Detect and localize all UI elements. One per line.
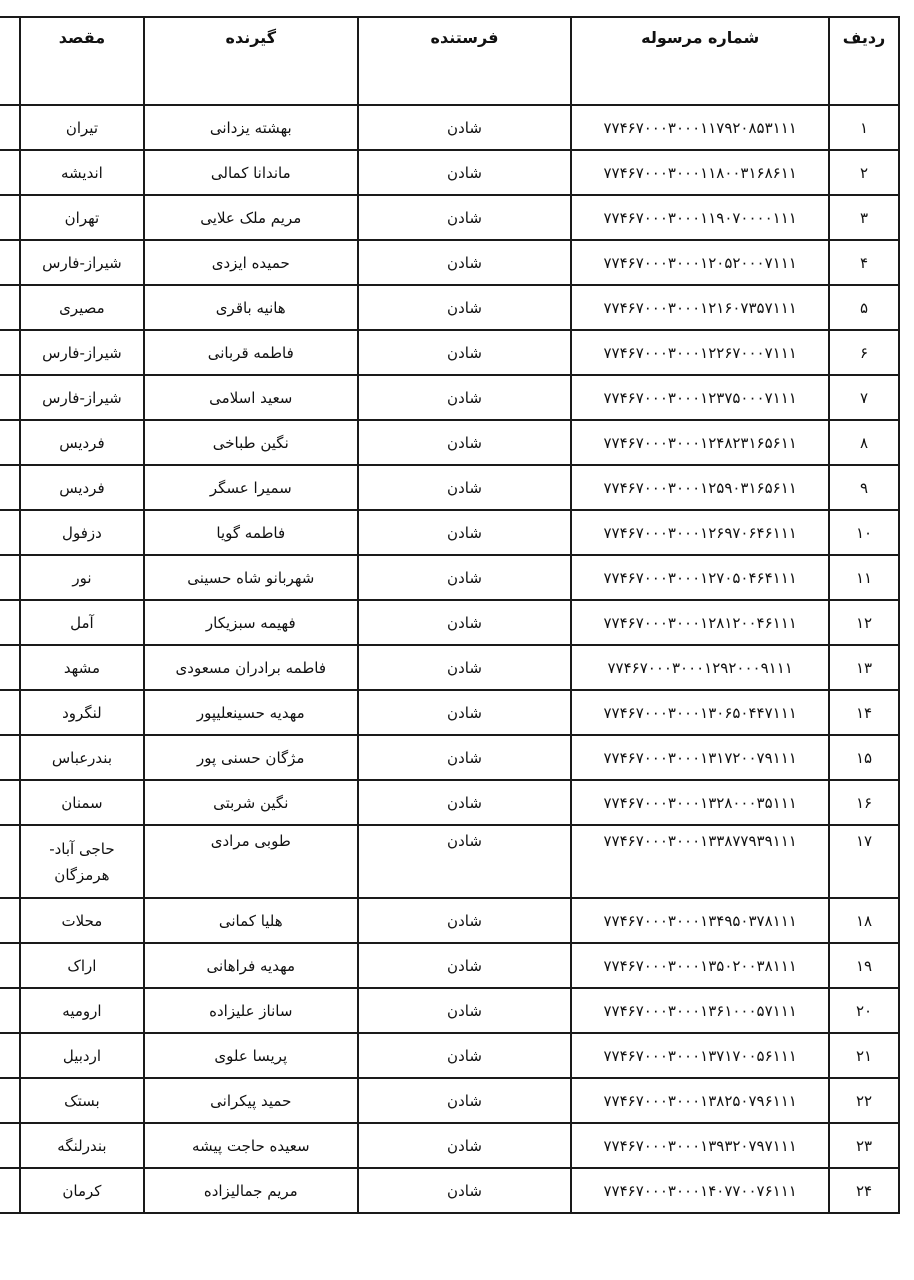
receiver-cell: مریم جمالیزاده — [144, 1168, 358, 1213]
row-number-cell: ۲۱ — [829, 1033, 899, 1078]
cut-off-cell — [0, 375, 20, 420]
header-cut-off-column — [0, 17, 20, 105]
sender-cell: شادن — [358, 600, 572, 645]
cut-off-cell — [0, 105, 20, 150]
destination-cell: دزفول — [20, 510, 144, 555]
destination-cell: شیراز-فارس — [20, 330, 144, 375]
tracking-number-cell: ۷۷۴۶۷۰۰۰۳۰۰۰۱۲۳۷۵۰۰۰۷۱۱۱ — [571, 375, 829, 420]
receiver-cell: هانیه باقری — [144, 285, 358, 330]
destination-cell: فردیس — [20, 420, 144, 465]
row-number-cell: ۱۰ — [829, 510, 899, 555]
tracking-number-cell: ۷۷۴۶۷۰۰۰۳۰۰۰۱۱۸۰۰۳۱۶۸۶۱۱ — [571, 150, 829, 195]
shipments-table — [0, 16, 900, 1214]
destination-cell: آمل — [20, 600, 144, 645]
header-destination: مقصد — [20, 17, 144, 105]
table-row — [0, 285, 899, 330]
row-number-cell: ۹ — [829, 465, 899, 510]
sender-cell: شادن — [358, 1168, 572, 1213]
table-row — [0, 510, 899, 555]
row-number-cell: ۵ — [829, 285, 899, 330]
row-number-cell: ۱۸ — [829, 898, 899, 943]
receiver-cell: مهدیه فراهانی — [144, 943, 358, 988]
cut-off-cell — [0, 1123, 20, 1168]
cut-off-cell — [0, 825, 20, 898]
tracking-number-cell: ۷۷۴۶۷۰۰۰۳۰۰۰۱۲۷۰۵۰۴۶۴۱۱۱ — [571, 555, 829, 600]
tracking-number-cell: ۷۷۴۶۷۰۰۰۳۰۰۰۱۲۵۹۰۳۱۶۵۶۱۱ — [571, 465, 829, 510]
table-row — [0, 555, 899, 600]
tracking-number-cell: ۷۷۴۶۷۰۰۰۳۰۰۰۱۱۷۹۲۰۸۵۳۱۱۱ — [571, 105, 829, 150]
cut-off-cell — [0, 1078, 20, 1123]
cut-off-cell — [0, 780, 20, 825]
sender-cell: شادن — [358, 555, 572, 600]
sender-cell: شادن — [358, 1033, 572, 1078]
sender-cell: شادن — [358, 330, 572, 375]
header-tracking-number: شماره مرسوله — [571, 17, 829, 105]
destination-cell: تیران — [20, 105, 144, 150]
table-row — [0, 735, 899, 780]
cut-off-cell — [0, 420, 20, 465]
table-row — [0, 150, 899, 195]
receiver-cell: طوبی مرادی — [144, 825, 358, 898]
receiver-cell: سعید اسلامی — [144, 375, 358, 420]
sender-cell: شادن — [358, 898, 572, 943]
receiver-cell: نگین طباخی — [144, 420, 358, 465]
tracking-number-cell: ۷۷۴۶۷۰۰۰۳۰۰۰۱۲۱۶۰۷۳۵۷۱۱۱ — [571, 285, 829, 330]
sender-cell: شادن — [358, 735, 572, 780]
sender-cell: شادن — [358, 645, 572, 690]
table-row — [0, 690, 899, 735]
receiver-cell: ساناز علیزاده — [144, 988, 358, 1033]
sender-cell: شادن — [358, 510, 572, 555]
row-number-cell: ۲۳ — [829, 1123, 899, 1168]
cut-off-cell — [0, 1168, 20, 1213]
tracking-number-cell: ۷۷۴۶۷۰۰۰۳۰۰۰۱۳۱۷۲۰۰۷۹۱۱۱ — [571, 735, 829, 780]
cut-off-cell — [0, 555, 20, 600]
table-row — [0, 780, 899, 825]
receiver-cell: فاطمه گویا — [144, 510, 358, 555]
destination-cell: بندرلنگه — [20, 1123, 144, 1168]
cut-off-cell — [0, 943, 20, 988]
cut-off-cell — [0, 988, 20, 1033]
destination-cell: اندیشه — [20, 150, 144, 195]
receiver-cell: شهربانو شاه حسینی — [144, 555, 358, 600]
row-number-cell: ۱۲ — [829, 600, 899, 645]
sender-cell: شادن — [358, 240, 572, 285]
cut-off-cell — [0, 735, 20, 780]
header-receiver: گیرنده — [144, 17, 358, 105]
receiver-cell: پریسا علوی — [144, 1033, 358, 1078]
header-row-number: ردیف — [829, 17, 899, 105]
table-row — [0, 195, 899, 240]
tracking-number-cell: ۷۷۴۶۷۰۰۰۳۰۰۰۱۳۸۲۵۰۷۹۶۱۱۱ — [571, 1078, 829, 1123]
row-number-cell: ۱۴ — [829, 690, 899, 735]
receiver-cell: حمید پیکرانی — [144, 1078, 358, 1123]
sender-cell: شادن — [358, 420, 572, 465]
receiver-cell: نگین شربتی — [144, 780, 358, 825]
tracking-number-cell: ۷۷۴۶۷۰۰۰۳۰۰۰۱۱۹۰۷۰۰۰۰۱۱۱ — [571, 195, 829, 240]
sender-cell: شادن — [358, 285, 572, 330]
sender-cell: شادن — [358, 105, 572, 150]
table-body — [0, 105, 899, 1213]
receiver-cell: مهدیه حسینعلیپور — [144, 690, 358, 735]
table-row — [0, 825, 899, 898]
header-row — [0, 17, 899, 105]
receiver-cell: حمیده ایزدی — [144, 240, 358, 285]
row-number-cell: ۲۰ — [829, 988, 899, 1033]
cut-off-cell — [0, 690, 20, 735]
receiver-cell: فاطمه قربانی — [144, 330, 358, 375]
receiver-cell: مریم ملک علایی — [144, 195, 358, 240]
destination-cell: سمنان — [20, 780, 144, 825]
tracking-number-cell: ۷۷۴۶۷۰۰۰۳۰۰۰۱۳۹۳۲۰۷۹۷۱۱۱ — [571, 1123, 829, 1168]
table-row — [0, 1078, 899, 1123]
row-number-cell: ۸ — [829, 420, 899, 465]
tracking-number-cell: ۷۷۴۶۷۰۰۰۳۰۰۰۱۳۶۱۰۰۰۵۷۱۱۱ — [571, 988, 829, 1033]
sender-cell: شادن — [358, 195, 572, 240]
row-number-cell: ۷ — [829, 375, 899, 420]
destination-cell: شیراز-فارس — [20, 240, 144, 285]
cut-off-cell — [0, 510, 20, 555]
row-number-cell: ۱۵ — [829, 735, 899, 780]
tracking-number-cell: ۷۷۴۶۷۰۰۰۳۰۰۰۱۳۷۱۷۰۰۵۶۱۱۱ — [571, 1033, 829, 1078]
destination-cell: مصیری — [20, 285, 144, 330]
table-row — [0, 465, 899, 510]
cut-off-cell — [0, 465, 20, 510]
destination-cell: بستک — [20, 1078, 144, 1123]
sender-cell: شادن — [358, 1123, 572, 1168]
receiver-cell: هلیا کمانی — [144, 898, 358, 943]
tracking-number-cell: ۷۷۴۶۷۰۰۰۳۰۰۰۱۴۰۷۷۰۰۷۶۱۱۱ — [571, 1168, 829, 1213]
receiver-cell: فاطمه برادران مسعودی — [144, 645, 358, 690]
tracking-number-cell: ۷۷۴۶۷۰۰۰۳۰۰۰۱۳۳۸۷۷۹۳۹۱۱۱ — [571, 825, 829, 898]
cut-off-cell — [0, 285, 20, 330]
cut-off-cell — [0, 240, 20, 285]
row-number-cell: ۲ — [829, 150, 899, 195]
row-number-cell: ۴ — [829, 240, 899, 285]
sender-cell: شادن — [358, 690, 572, 735]
destination-cell: تهران — [20, 195, 144, 240]
row-number-cell: ۲۴ — [829, 1168, 899, 1213]
header-sender: فرستنده — [358, 17, 572, 105]
row-number-cell: ۱۶ — [829, 780, 899, 825]
tracking-number-cell: ۷۷۴۶۷۰۰۰۳۰۰۰۱۲۲۶۷۰۰۰۷۱۱۱ — [571, 330, 829, 375]
table-row — [0, 1168, 899, 1213]
row-number-cell: ۱ — [829, 105, 899, 150]
row-number-cell: ۱۷ — [829, 825, 899, 898]
table-row — [0, 988, 899, 1033]
row-number-cell: ۶ — [829, 330, 899, 375]
sender-cell: شادن — [358, 1078, 572, 1123]
table-row — [0, 898, 899, 943]
row-number-cell: ۳ — [829, 195, 899, 240]
table-row — [0, 1123, 899, 1168]
destination-cell: حاجی آباد-هرمزگان — [20, 825, 144, 898]
destination-cell: لنگرود — [20, 690, 144, 735]
tracking-number-cell: ۷۷۴۶۷۰۰۰۳۰۰۰۱۳۵۰۲۰۰۳۸۱۱۱ — [571, 943, 829, 988]
tracking-number-cell: ۷۷۴۶۷۰۰۰۳۰۰۰۱۲۸۱۲۰۰۴۶۱۱۱ — [571, 600, 829, 645]
table-row — [0, 943, 899, 988]
cut-off-cell — [0, 898, 20, 943]
tracking-number-cell: ۷۷۴۶۷۰۰۰۳۰۰۰۱۲۹۲۰۰۰۹۱۱۱ — [571, 645, 829, 690]
sender-cell: شادن — [358, 465, 572, 510]
destination-cell: اراک — [20, 943, 144, 988]
tracking-number-cell: ۷۷۴۶۷۰۰۰۳۰۰۰۱۳۰۶۵۰۴۴۷۱۱۱ — [571, 690, 829, 735]
destination-cell: نور — [20, 555, 144, 600]
table-row — [0, 420, 899, 465]
destination-cell: بندرعباس — [20, 735, 144, 780]
tracking-number-cell: ۷۷۴۶۷۰۰۰۳۰۰۰۱۳۴۹۵۰۳۷۸۱۱۱ — [571, 898, 829, 943]
destination-cell: محلات — [20, 898, 144, 943]
table-row — [0, 105, 899, 150]
row-number-cell: ۱۱ — [829, 555, 899, 600]
sender-cell: شادن — [358, 375, 572, 420]
tracking-number-cell: ۷۷۴۶۷۰۰۰۳۰۰۰۱۳۲۸۰۰۰۳۵۱۱۱ — [571, 780, 829, 825]
destination-cell: فردیس — [20, 465, 144, 510]
table-row — [0, 240, 899, 285]
receiver-cell: سعیده حاجت پیشه — [144, 1123, 358, 1168]
tracking-number-cell: ۷۷۴۶۷۰۰۰۳۰۰۰۱۲۰۵۲۰۰۰۷۱۱۱ — [571, 240, 829, 285]
cut-off-cell — [0, 330, 20, 375]
cut-off-cell — [0, 195, 20, 240]
row-number-cell: ۲۲ — [829, 1078, 899, 1123]
destination-cell: اردبیل — [20, 1033, 144, 1078]
row-number-cell: ۱۹ — [829, 943, 899, 988]
sender-cell: شادن — [358, 780, 572, 825]
destination-cell: ارومیه — [20, 988, 144, 1033]
cut-off-cell — [0, 600, 20, 645]
table-row — [0, 600, 899, 645]
sender-cell: شادن — [358, 150, 572, 195]
destination-cell: کرمان — [20, 1168, 144, 1213]
receiver-cell: مژگان حسنی پور — [144, 735, 358, 780]
receiver-cell: سمیرا عسگر — [144, 465, 358, 510]
tracking-number-cell: ۷۷۴۶۷۰۰۰۳۰۰۰۱۲۴۸۲۳۱۶۵۶۱۱ — [571, 420, 829, 465]
cut-off-cell — [0, 1033, 20, 1078]
cut-off-cell — [0, 150, 20, 195]
table-row — [0, 1033, 899, 1078]
cut-off-cell — [0, 645, 20, 690]
table-row — [0, 645, 899, 690]
table-row — [0, 330, 899, 375]
sender-cell: شادن — [358, 943, 572, 988]
row-number-cell: ۱۳ — [829, 645, 899, 690]
receiver-cell: بهشته یزدانی — [144, 105, 358, 150]
tracking-number-cell: ۷۷۴۶۷۰۰۰۳۰۰۰۱۲۶۹۷۰۶۴۶۱۱۱ — [571, 510, 829, 555]
table-row — [0, 375, 899, 420]
destination-cell: شیراز-فارس — [20, 375, 144, 420]
receiver-cell: ماندانا کمالی — [144, 150, 358, 195]
receiver-cell: فهیمه سبزیکار — [144, 600, 358, 645]
sender-cell: شادن — [358, 825, 572, 898]
destination-cell: مشهد — [20, 645, 144, 690]
sender-cell: شادن — [358, 988, 572, 1033]
